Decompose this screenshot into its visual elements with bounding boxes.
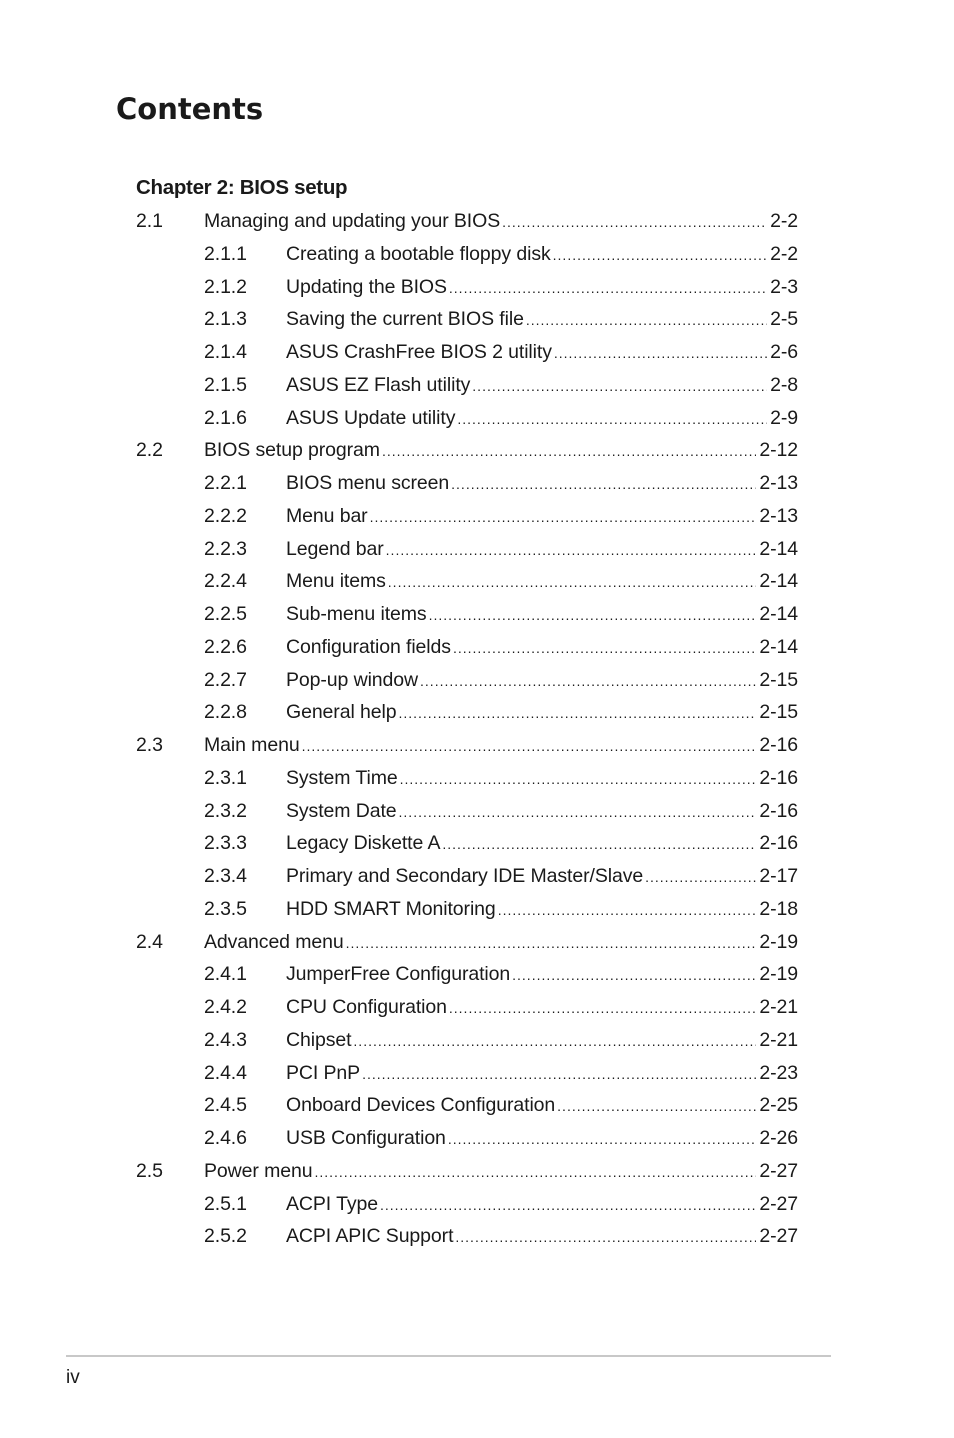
toc-entry-line <box>286 893 798 927</box>
toc-entry-page: 2-27 <box>759 1192 798 1215</box>
toc-entry-page: 2-16 <box>759 766 798 789</box>
toc-entry-page: 2-14 <box>759 635 798 658</box>
toc-entry-number: 2.4.5 <box>204 1094 247 1117</box>
toc-entry-title: Pop-up window <box>286 668 419 691</box>
toc-subsection-row <box>136 1220 798 1253</box>
toc-entry-title: Saving the current BIOS file <box>286 308 524 331</box>
toc-dot-leader <box>399 796 757 829</box>
toc-subsection-row <box>136 303 798 336</box>
toc-subsection-row <box>136 467 798 500</box>
toc-entry-title: ASUS CrashFree BIOS 2 utility <box>286 341 552 363</box>
toc-entry-title: ASUS EZ Flash utility <box>286 373 471 396</box>
toc-entry-line <box>204 926 798 960</box>
toc-subsection-row <box>136 500 798 533</box>
toc-entry-title: BIOS setup program <box>204 439 380 462</box>
toc-entry-page: 2-19 <box>759 963 798 986</box>
toc-entry-number: 2.2.1 <box>204 472 247 494</box>
toc-subsection-row <box>136 1122 798 1155</box>
toc-entry-page: 2-16 <box>759 832 798 855</box>
toc-entry-title: System Time <box>286 766 398 789</box>
toc-dot-leader <box>557 1090 756 1123</box>
toc-dot-leader <box>498 894 757 927</box>
toc-entry-line <box>286 238 798 272</box>
toc-dot-leader <box>314 1156 756 1189</box>
toc-dot-leader <box>388 566 757 599</box>
toc-entry-title: ACPI APIC Support <box>286 1225 454 1248</box>
toc-entry-title: Primary and Secondary IDE Master/Slave <box>286 865 644 887</box>
toc-entry-line <box>286 631 798 665</box>
toc-entry-page: 2-18 <box>759 897 798 920</box>
toc-entry-title: General help <box>286 701 397 724</box>
page-number: iv <box>66 1367 80 1388</box>
toc-dot-leader <box>526 304 767 337</box>
toc-section-row <box>136 1155 798 1188</box>
toc-entry-title: Legacy Diskette A <box>286 832 441 855</box>
toc-entry-number: 2.2 <box>136 439 163 462</box>
toc-entry-title: HDD SMART Monitoring <box>286 897 496 920</box>
toc-subsection-row <box>136 1188 798 1221</box>
toc-entry-line <box>286 1057 798 1091</box>
toc-entry-page: 2-16 <box>759 799 798 822</box>
toc-dot-leader <box>472 370 767 403</box>
toc-entry-title: ASUS Update utility <box>286 406 456 429</box>
toc-entry-number: 2.2.8 <box>204 701 247 724</box>
toc-subsection-row <box>136 336 798 369</box>
toc-entry-line <box>286 336 798 370</box>
toc-entry-number: 2.1.3 <box>204 308 247 331</box>
toc-subsection-row <box>136 827 798 860</box>
toc-entry-page: 2-14 <box>759 537 798 560</box>
toc-dot-leader <box>382 435 756 468</box>
toc-entry-line <box>286 827 798 861</box>
toc-section-row <box>136 926 798 959</box>
toc-entry-line <box>286 1220 798 1254</box>
toc-entry-title: Chipset <box>286 1028 352 1051</box>
toc-subsection-row <box>136 893 798 926</box>
toc-dot-leader <box>353 1025 756 1058</box>
toc-entry-number: 2.3.2 <box>204 799 247 822</box>
toc-entry-number: 2.2.4 <box>204 570 247 593</box>
toc-entry-number: 2.1.1 <box>204 242 247 265</box>
toc-entry-number: 2.5.2 <box>204 1225 247 1248</box>
toc-dot-leader <box>380 1189 756 1222</box>
toc-entry-number: 2.2.2 <box>204 504 247 527</box>
toc-entry-number: 2.3.3 <box>204 832 247 855</box>
toc-entry-line <box>286 1024 798 1058</box>
toc-entry-number: 2.5 <box>136 1159 163 1182</box>
toc-entry-page: 2-12 <box>759 439 798 462</box>
toc-dot-leader <box>453 632 756 665</box>
toc-entry-line <box>286 860 798 894</box>
toc-entry-page: 2-26 <box>759 1127 798 1149</box>
toc-entry-number: 2.2.5 <box>204 603 247 625</box>
toc-entry-title: Menu bar <box>286 504 368 527</box>
toc-entry-page: 2-19 <box>759 930 798 953</box>
toc-entry-line <box>286 565 798 599</box>
toc-entry-title: System Date <box>286 799 397 822</box>
toc-entry-page: 2-13 <box>759 472 798 494</box>
toc-dot-leader <box>429 599 757 632</box>
toc-entry-title: Creating a bootable floppy disk <box>286 242 551 265</box>
toc-dot-leader <box>645 861 756 894</box>
toc-entry-line <box>286 795 798 829</box>
toc-entry-line <box>286 271 798 305</box>
toc-entry-line <box>286 1122 798 1156</box>
toc-entry-title: Onboard Devices Configuration <box>286 1094 556 1117</box>
toc-subsection-row <box>136 795 798 828</box>
toc-entry-page: 2-8 <box>770 373 798 396</box>
toc-entry-page: 2-27 <box>759 1159 798 1182</box>
toc-subsection-row <box>136 958 798 991</box>
toc-entry-number: 2.3 <box>136 734 163 756</box>
toc-subsection-row <box>136 533 798 566</box>
toc-dot-leader <box>302 730 757 763</box>
toc-subsection-row <box>136 565 798 598</box>
toc-entry-line <box>286 598 798 632</box>
toc-dot-leader <box>386 534 757 567</box>
toc-entry-number: 2.2.7 <box>204 668 247 691</box>
toc-entry-number: 2.4 <box>136 930 163 953</box>
toc-dot-leader <box>512 959 756 992</box>
toc-dot-leader <box>449 272 767 305</box>
toc-entry-number: 2.4.3 <box>204 1028 247 1051</box>
toc-entry-title: Legend bar <box>286 537 384 560</box>
toc-entry-page: 2-27 <box>759 1225 798 1248</box>
toc-entry-title: Menu items <box>286 570 386 593</box>
toc-entry-page: 2-2 <box>770 242 798 265</box>
toc-entry-page: 2-2 <box>770 210 798 232</box>
toc-entry-title: Sub-menu items <box>286 603 427 625</box>
toc-dot-leader <box>502 206 767 239</box>
toc-entry-line <box>204 1155 798 1189</box>
toc-subsection-row <box>136 598 798 631</box>
toc-subsection-row <box>136 1024 798 1057</box>
toc-entry-title: USB Configuration <box>286 1127 446 1149</box>
toc-section-row <box>136 729 798 762</box>
toc-entry-title: CPU Configuration <box>286 996 447 1018</box>
toc-subsection-row <box>136 271 798 304</box>
toc-entry-line <box>204 434 798 468</box>
toc-entry-page: 2-9 <box>770 406 798 429</box>
toc-entry-title: Advanced menu <box>204 930 344 953</box>
toc-subsection-row <box>136 631 798 664</box>
toc-entry-line <box>286 1188 798 1222</box>
toc-dot-leader <box>457 403 767 436</box>
toc-subsection-row <box>136 1057 798 1090</box>
toc-entry-page: 2-6 <box>770 341 798 363</box>
toc-entry-line <box>286 467 798 501</box>
toc-subsection-row <box>136 369 798 402</box>
toc-entry-page: 2-15 <box>759 701 798 724</box>
toc-entry-title: Main menu <box>204 734 300 756</box>
footer-divider <box>66 1355 831 1357</box>
toc-dot-leader <box>455 1221 756 1254</box>
toc-entry-title: Power menu <box>204 1159 313 1182</box>
table-of-contents <box>136 205 798 1253</box>
toc-entry-line <box>204 205 798 239</box>
toc-dot-leader <box>346 927 757 960</box>
toc-entry-page: 2-15 <box>759 668 798 691</box>
toc-dot-leader <box>554 337 767 370</box>
toc-entry-line <box>286 958 798 992</box>
toc-entry-page: 2-21 <box>759 1028 798 1051</box>
toc-entry-line <box>286 696 798 730</box>
toc-entry-number: 2.3.1 <box>204 766 247 789</box>
toc-entry-title: BIOS menu screen <box>286 472 450 494</box>
toc-entry-page: 2-14 <box>759 570 798 593</box>
toc-entry-number: 2.3.4 <box>204 865 247 887</box>
toc-entry-line <box>286 500 798 534</box>
toc-dot-leader <box>451 468 756 501</box>
toc-entry-line <box>286 303 798 337</box>
toc-entry-number: 2.5.1 <box>204 1192 247 1215</box>
toc-subsection-row <box>136 402 798 435</box>
toc-entry-number: 2.1.5 <box>204 373 247 396</box>
toc-dot-leader <box>400 763 757 796</box>
toc-entry-number: 2.1.2 <box>204 275 247 298</box>
toc-subsection-row <box>136 696 798 729</box>
page-title: Contents <box>116 92 264 126</box>
toc-entry-page: 2-13 <box>759 504 798 527</box>
toc-entry-line <box>286 1089 798 1123</box>
toc-dot-leader <box>362 1058 756 1091</box>
toc-subsection-row <box>136 860 798 893</box>
toc-entry-number: 2.1.6 <box>204 406 247 429</box>
toc-dot-leader <box>370 501 757 534</box>
toc-entry-title: Managing and updating your BIOS <box>204 210 501 232</box>
toc-entry-number: 2.2.6 <box>204 635 247 658</box>
toc-entry-line <box>286 402 798 436</box>
toc-section-row <box>136 205 798 238</box>
toc-entry-line <box>204 729 798 763</box>
toc-entry-number: 2.2.3 <box>204 537 247 560</box>
toc-entry-page: 2-23 <box>759 1061 798 1084</box>
toc-entry-page: 2-16 <box>759 734 798 756</box>
toc-entry-page: 2-5 <box>770 308 798 331</box>
toc-entry-number: 2.1.4 <box>204 341 247 363</box>
toc-entry-number: 2.4.4 <box>204 1061 247 1084</box>
toc-entry-line <box>286 533 798 567</box>
toc-dot-leader <box>449 992 756 1025</box>
toc-entry-line <box>286 762 798 796</box>
toc-subsection-row <box>136 664 798 697</box>
toc-entry-number: 2.4.1 <box>204 963 247 986</box>
toc-subsection-row <box>136 238 798 271</box>
toc-dot-leader <box>420 665 756 698</box>
toc-entry-line <box>286 369 798 403</box>
toc-entry-number: 2.3.5 <box>204 897 247 920</box>
toc-entry-line <box>286 664 798 698</box>
toc-entry-title: JumperFree Configuration <box>286 963 511 986</box>
toc-entry-number: 2.4.6 <box>204 1127 247 1149</box>
toc-dot-leader <box>398 697 756 730</box>
toc-entry-page: 2-25 <box>759 1094 798 1117</box>
chapter-heading: Chapter 2: BIOS setup <box>136 176 348 199</box>
toc-dot-leader <box>442 828 756 861</box>
toc-dot-leader <box>553 239 767 272</box>
toc-subsection-row <box>136 762 798 795</box>
toc-entry-title: Updating the BIOS <box>286 275 447 298</box>
toc-entry-number: 2.1 <box>136 210 163 232</box>
toc-dot-leader <box>448 1123 757 1156</box>
toc-subsection-row <box>136 1089 798 1122</box>
toc-section-row <box>136 434 798 467</box>
toc-entry-page: 2-17 <box>759 865 798 887</box>
toc-entry-title: PCI PnP <box>286 1061 361 1084</box>
toc-subsection-row <box>136 991 798 1024</box>
toc-entry-number: 2.4.2 <box>204 996 247 1018</box>
toc-entry-title: Configuration fields <box>286 635 451 658</box>
toc-entry-page: 2-21 <box>759 996 798 1018</box>
toc-entry-page: 2-14 <box>759 603 798 625</box>
toc-entry-title: ACPI Type <box>286 1192 378 1215</box>
toc-entry-page: 2-3 <box>770 275 798 298</box>
toc-entry-line <box>286 991 798 1025</box>
